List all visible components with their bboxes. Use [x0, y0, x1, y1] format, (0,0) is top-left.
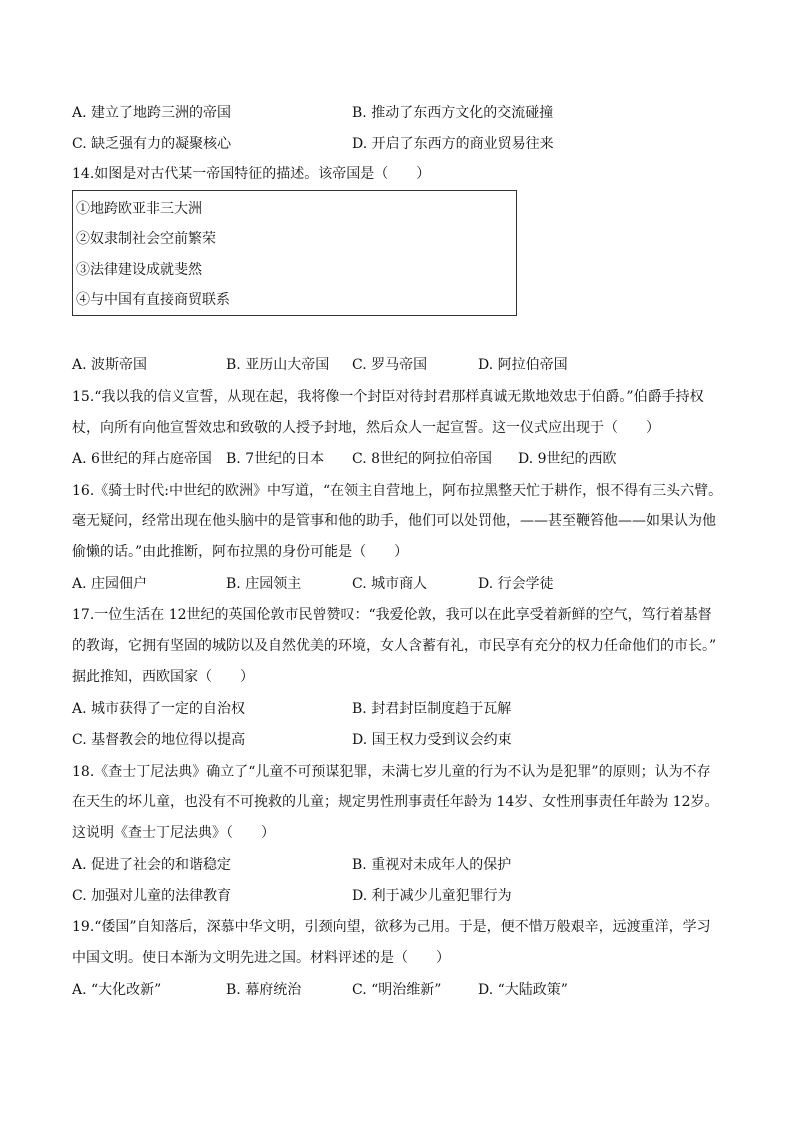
q15-stem-line: 杖，向所有向他宣誓效忠和致敬的人授予封地，然后众人一起宣誓。这一仪式应出现于（ ） [72, 420, 660, 436]
q14-stem: 14.如图是对古代某一帝国特征的描述。该帝国是（ ） [72, 166, 431, 182]
q14-option-b: B. 亚历山大帝国 [226, 357, 330, 373]
q14-option-a: A. 波斯帝国 [72, 357, 148, 373]
q18-stem-line: 18.《查士丁尼法典》确立了“儿童不可预谋犯罪，未满七岁儿童的行为不认为是犯罪”的原则；认为不存 [72, 764, 711, 780]
q16-stem-line: 16.《骑士时代:中世纪的欧洲》中写道，“在领主自营地上，阿布拉黑整天忙于耕作，恨不得有三头六臂。 [72, 483, 723, 499]
q18-option-c: C. 加强对儿童的法律教育 [72, 888, 232, 904]
q19-stem-line: 19.“倭国”自知落后，深慕中华文明，引颈向望，欲移为己用。于是，便不惜万般艰辛，远渡重洋，学习 [72, 919, 711, 935]
q18-stem-line: 这说明《查士丁尼法典》（ ） [72, 825, 275, 841]
q15-option-c: C. 8世纪的阿拉伯帝国 [352, 451, 493, 467]
q13-option-d: D. 开启了东西方的商业贸易往来 [352, 136, 554, 152]
q19-option-a: A. “大化改新” [72, 982, 162, 998]
q13-option-c: C. 缺乏强有力的凝聚核心 [72, 136, 232, 152]
q15-option-d: D. 9世纪的西欧 [518, 451, 617, 467]
q19-option-b: B. 幕府统治 [226, 982, 302, 998]
q15-stem-line: 15.“我以我的信义宣誓，从现在起，我将像一个封臣对待封君那样真诚无欺地效忠于伯爵。”伯爵手持权 [72, 389, 704, 405]
q18-option-b: B. 重视对未成年人的保护 [352, 857, 512, 873]
q17-stem-line: 17.一位生活在 12世纪的英国伦敦市民曾赞叹：“我爱伦敦，我可以在此享受着新鲜的空气，笃行着基督 [72, 607, 712, 623]
q16-option-d: D. 行会学徒 [478, 576, 554, 592]
q16-stem-line: 偷懒的话。”由此推断，阿布拉黑的身份可能是（ ） [72, 544, 409, 560]
q17-stem-line: 据此推知，西欧国家（ ） [72, 669, 254, 685]
q19-stem-line: 中国文明。使日本渐为文明先进之国。材料评述的是（ ） [72, 950, 450, 966]
q14-option-d: D. 阿拉伯帝国 [478, 357, 568, 373]
q15-option-a: A. 6世纪的拜占庭帝国 [72, 451, 212, 467]
q16-option-b: B. 庄园领主 [226, 576, 302, 592]
q13-option-b: B. 推动了东西方文化的交流碰撞 [352, 105, 554, 121]
q13-option-a: A. 建立了地跨三洲的帝国 [72, 105, 232, 121]
q14-box-item: ①地跨欧亚非三大洲 [76, 201, 202, 217]
q14-box-item: ④与中国有直接商贸联系 [76, 292, 230, 308]
q19-option-d: D. “大陆政策” [478, 982, 568, 998]
q17-option-b: B. 封君封臣制度趋于瓦解 [352, 701, 512, 717]
q14-box-item: ③法律建设成就斐然 [76, 262, 202, 278]
q14-option-c: C. 罗马帝国 [352, 357, 428, 373]
q16-option-a: A. 庄园佃户 [72, 576, 148, 592]
q18-option-a: A. 促进了社会的和谐稳定 [72, 857, 232, 873]
q14-box-item: ②奴隶制社会空前繁荣 [76, 231, 216, 247]
q18-stem-line: 在天生的坏儿童，也没有不可挽救的儿童；规定男性刑事责任年龄为 14岁、女性刑事责任年龄为 12岁。 [72, 794, 719, 810]
q17-stem-line: 的教诲，它拥有坚固的城防以及自然优美的环境，女人含蓄有礼，市民享有充分的权力任命他们的市长。” [72, 638, 717, 654]
q15-option-b: B. 7世纪的日本 [226, 451, 325, 467]
q18-option-d: D. 利于减少儿童犯罪行为 [352, 888, 512, 904]
q17-option-c: C. 基督教会的地位得以提高 [72, 732, 246, 748]
q17-option-a: A. 城市获得了一定的自治权 [72, 701, 246, 717]
q14-feature-box [72, 190, 517, 316]
q17-option-d: D. 国王权力受到议会约束 [352, 732, 512, 748]
q19-option-c: C. “明治维新” [352, 982, 442, 998]
q16-option-c: C. 城市商人 [352, 576, 428, 592]
q16-stem-line: 毫无疑问，经常出现在他头脑中的是管事和他的助手，他们可以处罚他，——甚至鞭笞他——如果认为他 [72, 513, 716, 529]
